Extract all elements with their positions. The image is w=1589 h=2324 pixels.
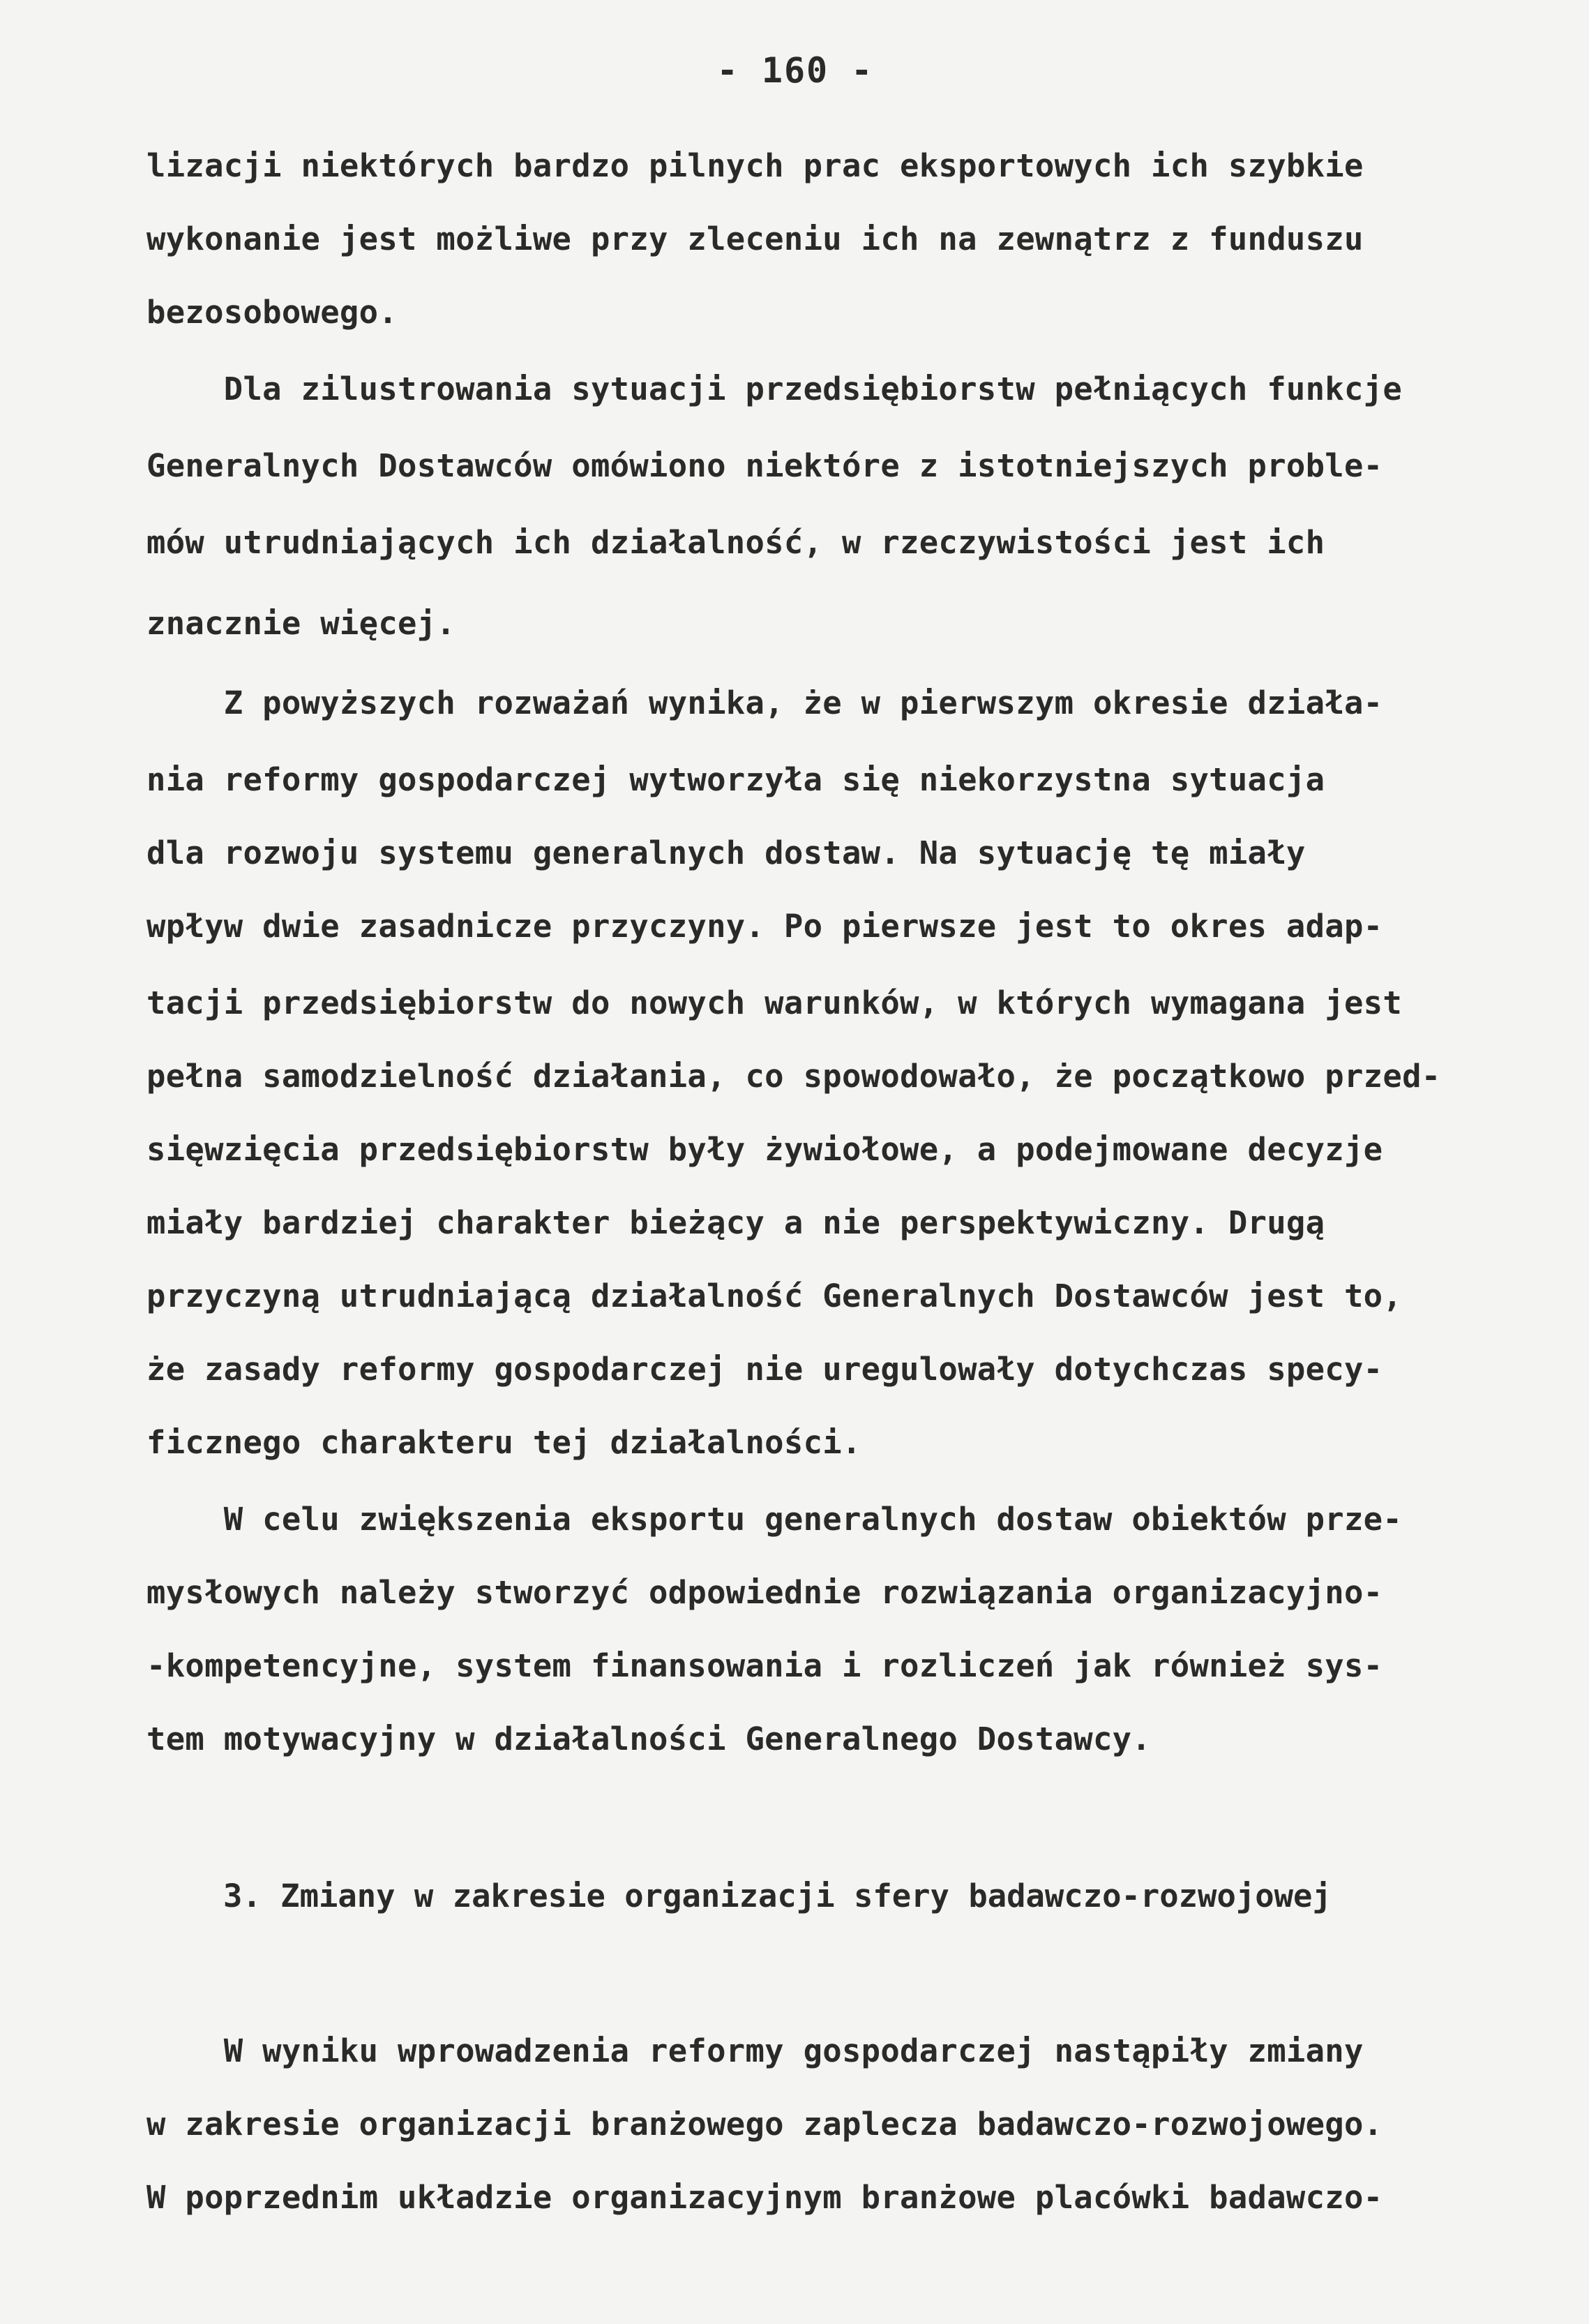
text-line: znacznie więcej. — [146, 605, 456, 642]
text-line: Z powyższych rozważań wynika, że w pierwszym okresie działa- — [146, 684, 1383, 721]
text-line: lizacji niektórych bardzo pilnych prac eksportowych ich szybkie — [146, 147, 1364, 184]
text-line: tacji przedsiębiorstw do nowych warunków, w których wymagana jest — [146, 984, 1403, 1021]
page-number: - 160 - — [716, 50, 874, 91]
text-line: sięwzięcia przedsiębiorstw były żywiołowe, a podejmowane decyzje — [146, 1131, 1383, 1168]
text-line: miały bardziej charakter bieżący a nie perspektywiczny. Drugą — [146, 1204, 1325, 1241]
text-line: wpływ dwie zasadnicze przyczyny. Po pierwsze jest to okres adap- — [146, 908, 1383, 945]
text-line: Generalnych Dostawców omówiono niektóre z istotniejszych proble- — [146, 447, 1383, 484]
text-line: wykonanie jest możliwe przy zleceniu ich na zewnątrz z funduszu — [146, 220, 1364, 257]
text-line: dla rozwoju systemu generalnych dostaw. Na sytuację tę miały — [146, 834, 1306, 871]
text-line: ficznego charakteru tej działalności. — [146, 1424, 861, 1461]
text-line: bezosobowego. — [146, 294, 398, 331]
text-line: tem motywacyjny w działalności Generalnego Dostawcy. — [146, 1720, 1152, 1757]
text-line: mysłowych należy stworzyć odpowiednie rozwiązania organizacyjno- — [146, 1574, 1383, 1611]
text-line: W wyniku wprowadzenia reformy gospodarczej nastąpiły zmiany — [146, 2032, 1364, 2069]
text-line: mów utrudniających ich działalność, w rzeczywistości jest ich — [146, 524, 1325, 561]
text-line: pełna samodzielność działania, co spowodowało, że początkowo przed- — [146, 1058, 1441, 1095]
text-line: przyczyną utrudniającą działalność Generalnych Dostawców jest to, — [146, 1277, 1403, 1314]
text-line: w zakresie organizacji branżowego zaplecza badawczo-rozwojowego. — [146, 2106, 1383, 2143]
text-line: W poprzednim układzie organizacyjnym branżowe placówki badawczo- — [146, 2179, 1383, 2216]
text-line: że zasady reformy gospodarczej nie uregulowały dotychczas specy- — [146, 1351, 1383, 1388]
text-line: -kompetencyjne, system finansowania i rozliczeń jak również sys- — [146, 1647, 1383, 1684]
section-heading: 3. Zmiany w zakresie organizacji sfery badawczo-rozwojowej — [223, 1877, 1332, 1914]
text-line: nia reformy gospodarczej wytworzyła się niekorzystna sytuacja — [146, 761, 1325, 798]
text-line: W celu zwiększenia eksportu generalnych dostaw obiektów prze- — [146, 1501, 1403, 1538]
text-line: Dla zilustrowania sytuacji przedsiębiorstw pełniących funkcje — [146, 370, 1403, 407]
